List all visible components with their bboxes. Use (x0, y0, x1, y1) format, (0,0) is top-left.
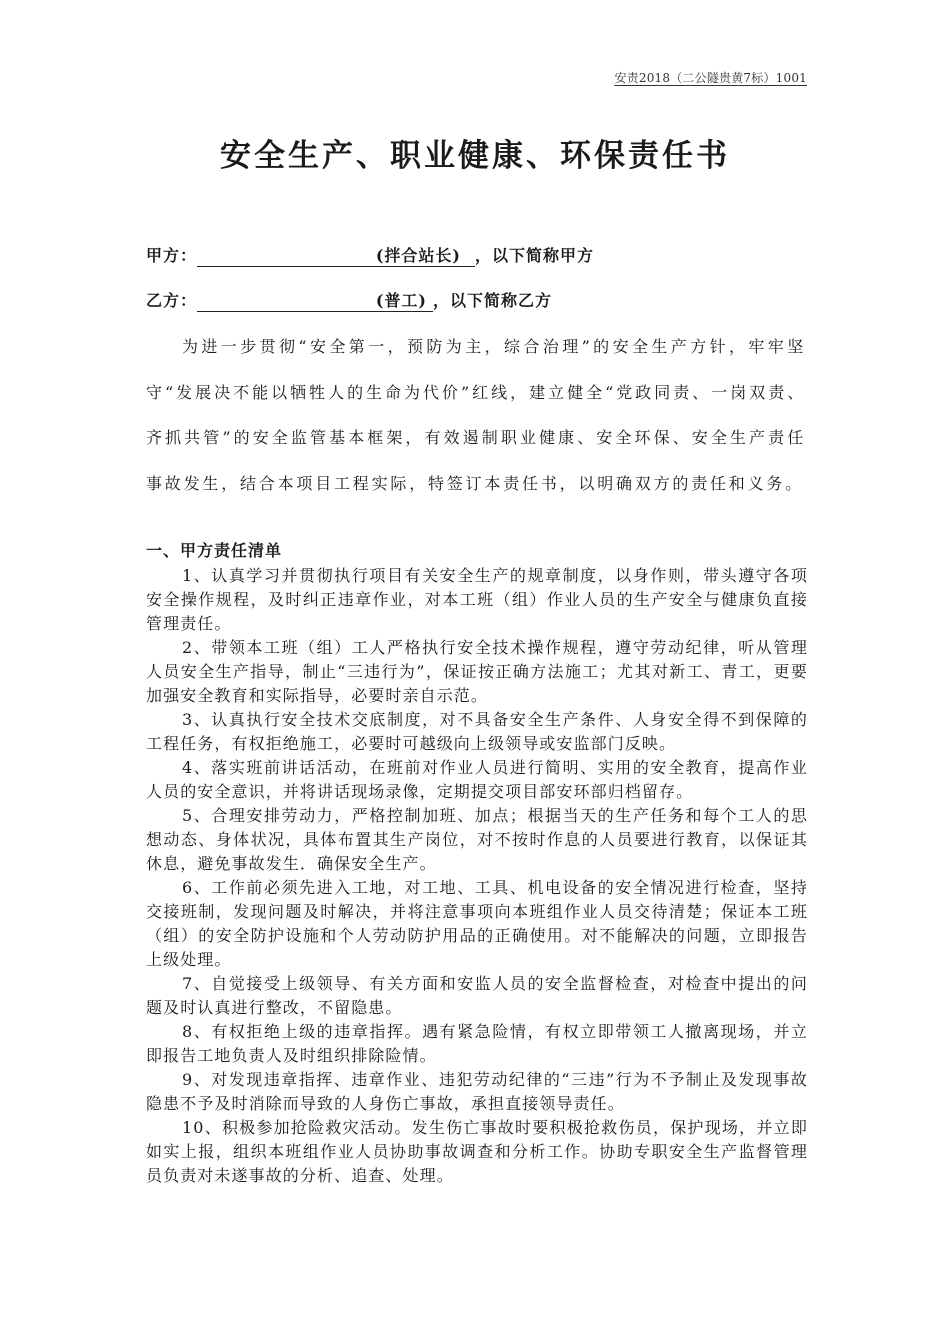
duty-item-5: 5、合理安排劳动力，严格控制加班、加点；根据当天的生产任务和每个工人的思想动态、身体状况，具体布置其生产岗位，对不按时作息的人员要进行教育，以保证其休息，避免事故发生．确保安全生产。 (146, 806, 808, 873)
party-a-name: (拌合站长) (197, 246, 475, 267)
party-b-suffix: ，以下简称乙方 (433, 291, 553, 310)
party-a-line (146, 243, 594, 267)
party-a-label: 甲方： (146, 246, 198, 265)
duty-item-1: 1、认真学习并贯彻执行项目有关安全生产的规章制度，以身作则，带头遵守各项安全操作规程，及时纠正违章作业，对本工班（组）作业人员的生产安全与健康负直接管理责任。 (146, 566, 808, 633)
section-heading-party-a-duties: 一、甲方责任清单 (146, 541, 283, 560)
duty-item-6: 6、工作前必须先进入工地，对工地、工具、机电设备的安全情况进行检查，坚持交接班制，发现问题及时解决，并将注意事项向本班组作业人员交待清楚；保证本工班（组）的安全防护设施和个人劳动防护用品的正确使用。对不能解决的问题，立即报告上级处理。 (146, 878, 808, 969)
document-title: 安全生产、职业健康、环保责任书 (220, 138, 730, 174)
duty-item-9: 9、对发现违章指挥、违章作业、违犯劳动纪律的“三违”行为不予制止及发现事故隐患不予及时消除而导致的人身伤亡事故，承担直接领导责任。 (146, 1070, 808, 1113)
party-b-name: (普工) (197, 291, 433, 312)
duty-item-8: 8、有权拒绝上级的违章指挥。遇有紧急险情，有权立即带领工人撤离现场，并立即报告工地负责人及时组织排除险情。 (146, 1022, 808, 1065)
duty-item-7: 7、自觉接受上级领导、有关方面和安监人员的安全监督检查，对检查中提出的问题及时认真进行整改，不留隐患。 (146, 974, 808, 1017)
document-reference-number: 安责2018（二公隧贵黄7标）1001 (614, 71, 807, 85)
party-b-label: 乙方： (146, 291, 198, 310)
party-b-line (146, 288, 552, 312)
intro-paragraph: 为进一步贯彻“安全第一，预防为主，综合治理”的安全生产方针，牢牢坚守“发展决不能以牺牲人的生命为代价”红线，建立健全“党政同责、一岗双责、齐抓共管”的安全监管基本框架，有效遏制职业健康、安全环保、安全生产责任事故发生，结合本项目工程实际，特签订本责任书，以明确双方的责任和义务。 (146, 337, 806, 493)
party-a-duty-list (146, 564, 808, 1188)
party-a-suffix: ，以下简称甲方 (475, 246, 595, 265)
duty-item-4: 4、落实班前讲话活动，在班前对作业人员进行简明、实用的安全教育，提高作业人员的安全意识，并将讲话现场录像，定期提交项目部安环部归档留存。 (146, 758, 808, 801)
duty-item-3: 3、认真执行安全技术交底制度，对不具备安全生产条件、人身安全得不到保障的工程任务，有权拒绝施工，必要时可越级向上级领导或安监部门反映。 (146, 710, 808, 753)
duty-item-2: 2、带领本工班（组）工人严格执行安全技术操作规程，遵守劳动纪律，听从管理人员安全生产指导，制止“三违行为”，保证按正确方法施工；尤其对新工、青工，更要加强安全教育和实际指导，必要时亲自示范。 (146, 638, 808, 705)
duty-item-10: 10、积极参加抢险救灾活动。发生伤亡事故时要积极抢救伤员，保护现场，并立即如实上报，组织本班组作业人员协助事故调查和分析工作。协助专职安全生产监督管理员负责对未遂事故的分析、追查、处理。 (146, 1118, 808, 1185)
